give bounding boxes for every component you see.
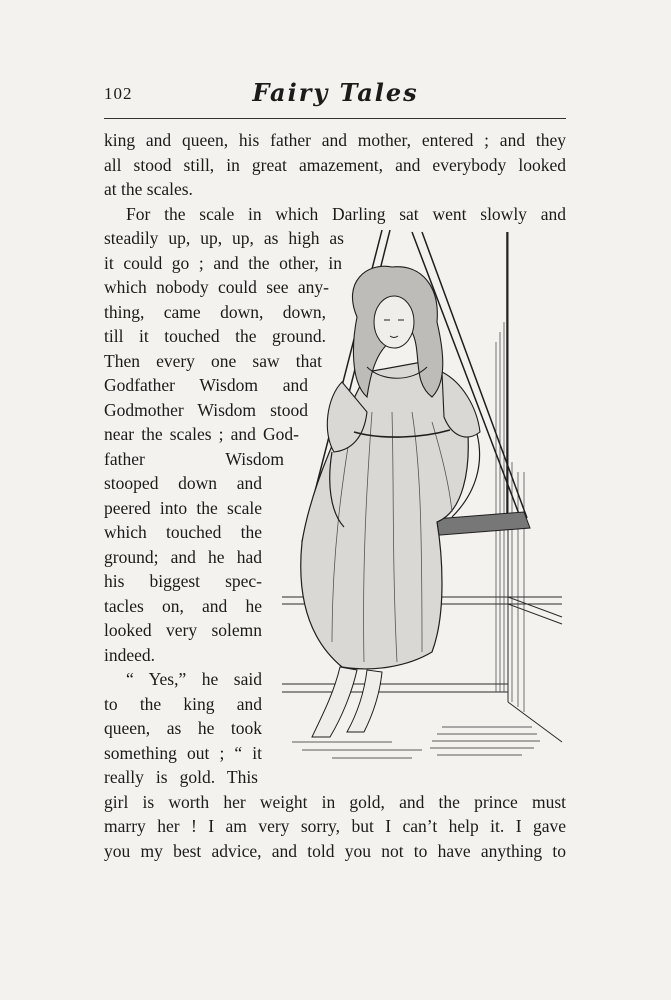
text-line: at the scales. <box>104 179 193 199</box>
text-line: near the scales ; and God- <box>104 424 299 444</box>
text-line: queen, as he took <box>104 718 262 738</box>
text-line: which nobody could see any- <box>104 277 329 297</box>
illustration-girl-on-swing <box>272 222 568 782</box>
text-line: stooped down and <box>104 473 262 493</box>
text-line: all stood still, in great amazement, and everybody looked <box>104 155 566 175</box>
text-line: you my best advice, and told you not to have anything to <box>104 841 566 861</box>
text-line: Godfather Wisdom and <box>104 375 308 395</box>
text-line: Then every one saw that <box>104 351 322 371</box>
text-line: looked very solemn <box>104 620 262 640</box>
text-line: thing, came down, down, <box>104 302 326 322</box>
text-line: king and queen, his father and mother, entered ; and they <box>104 130 566 150</box>
text-line: marry her ! I am very sorry, but I can’t help it. I gave <box>104 816 566 836</box>
text-line: peered into the scale <box>104 498 262 518</box>
text-line: something out ; “ it <box>104 743 262 763</box>
text-line: which touched the <box>104 522 262 542</box>
text-line: till it touched the ground. <box>104 326 326 346</box>
text-line: indeed. <box>104 645 156 665</box>
text-line: “ Yes,” he said <box>126 669 262 689</box>
text-line: girl is worth her weight in gold, and the prince must <box>104 792 566 812</box>
text-line: tacles on, and he <box>104 596 262 616</box>
text-line: For the scale in which Darling sat went slowly and <box>126 204 566 224</box>
text-line: to the king and <box>104 694 262 714</box>
text-line: father Wisdom <box>104 449 284 469</box>
text-line: steadily up, up, up, as high as <box>104 228 344 248</box>
text-line: it could go ; and the other, in <box>104 253 342 273</box>
text-line: really is gold. This <box>104 767 258 787</box>
running-title: Fairy Tales <box>252 78 419 107</box>
text-line: Godmother Wisdom stood <box>104 400 308 420</box>
header-rule <box>104 118 566 119</box>
text-line: his biggest spec- <box>104 571 262 591</box>
text-line: ground; and he had <box>104 547 262 567</box>
page-number: 102 <box>104 84 133 103</box>
